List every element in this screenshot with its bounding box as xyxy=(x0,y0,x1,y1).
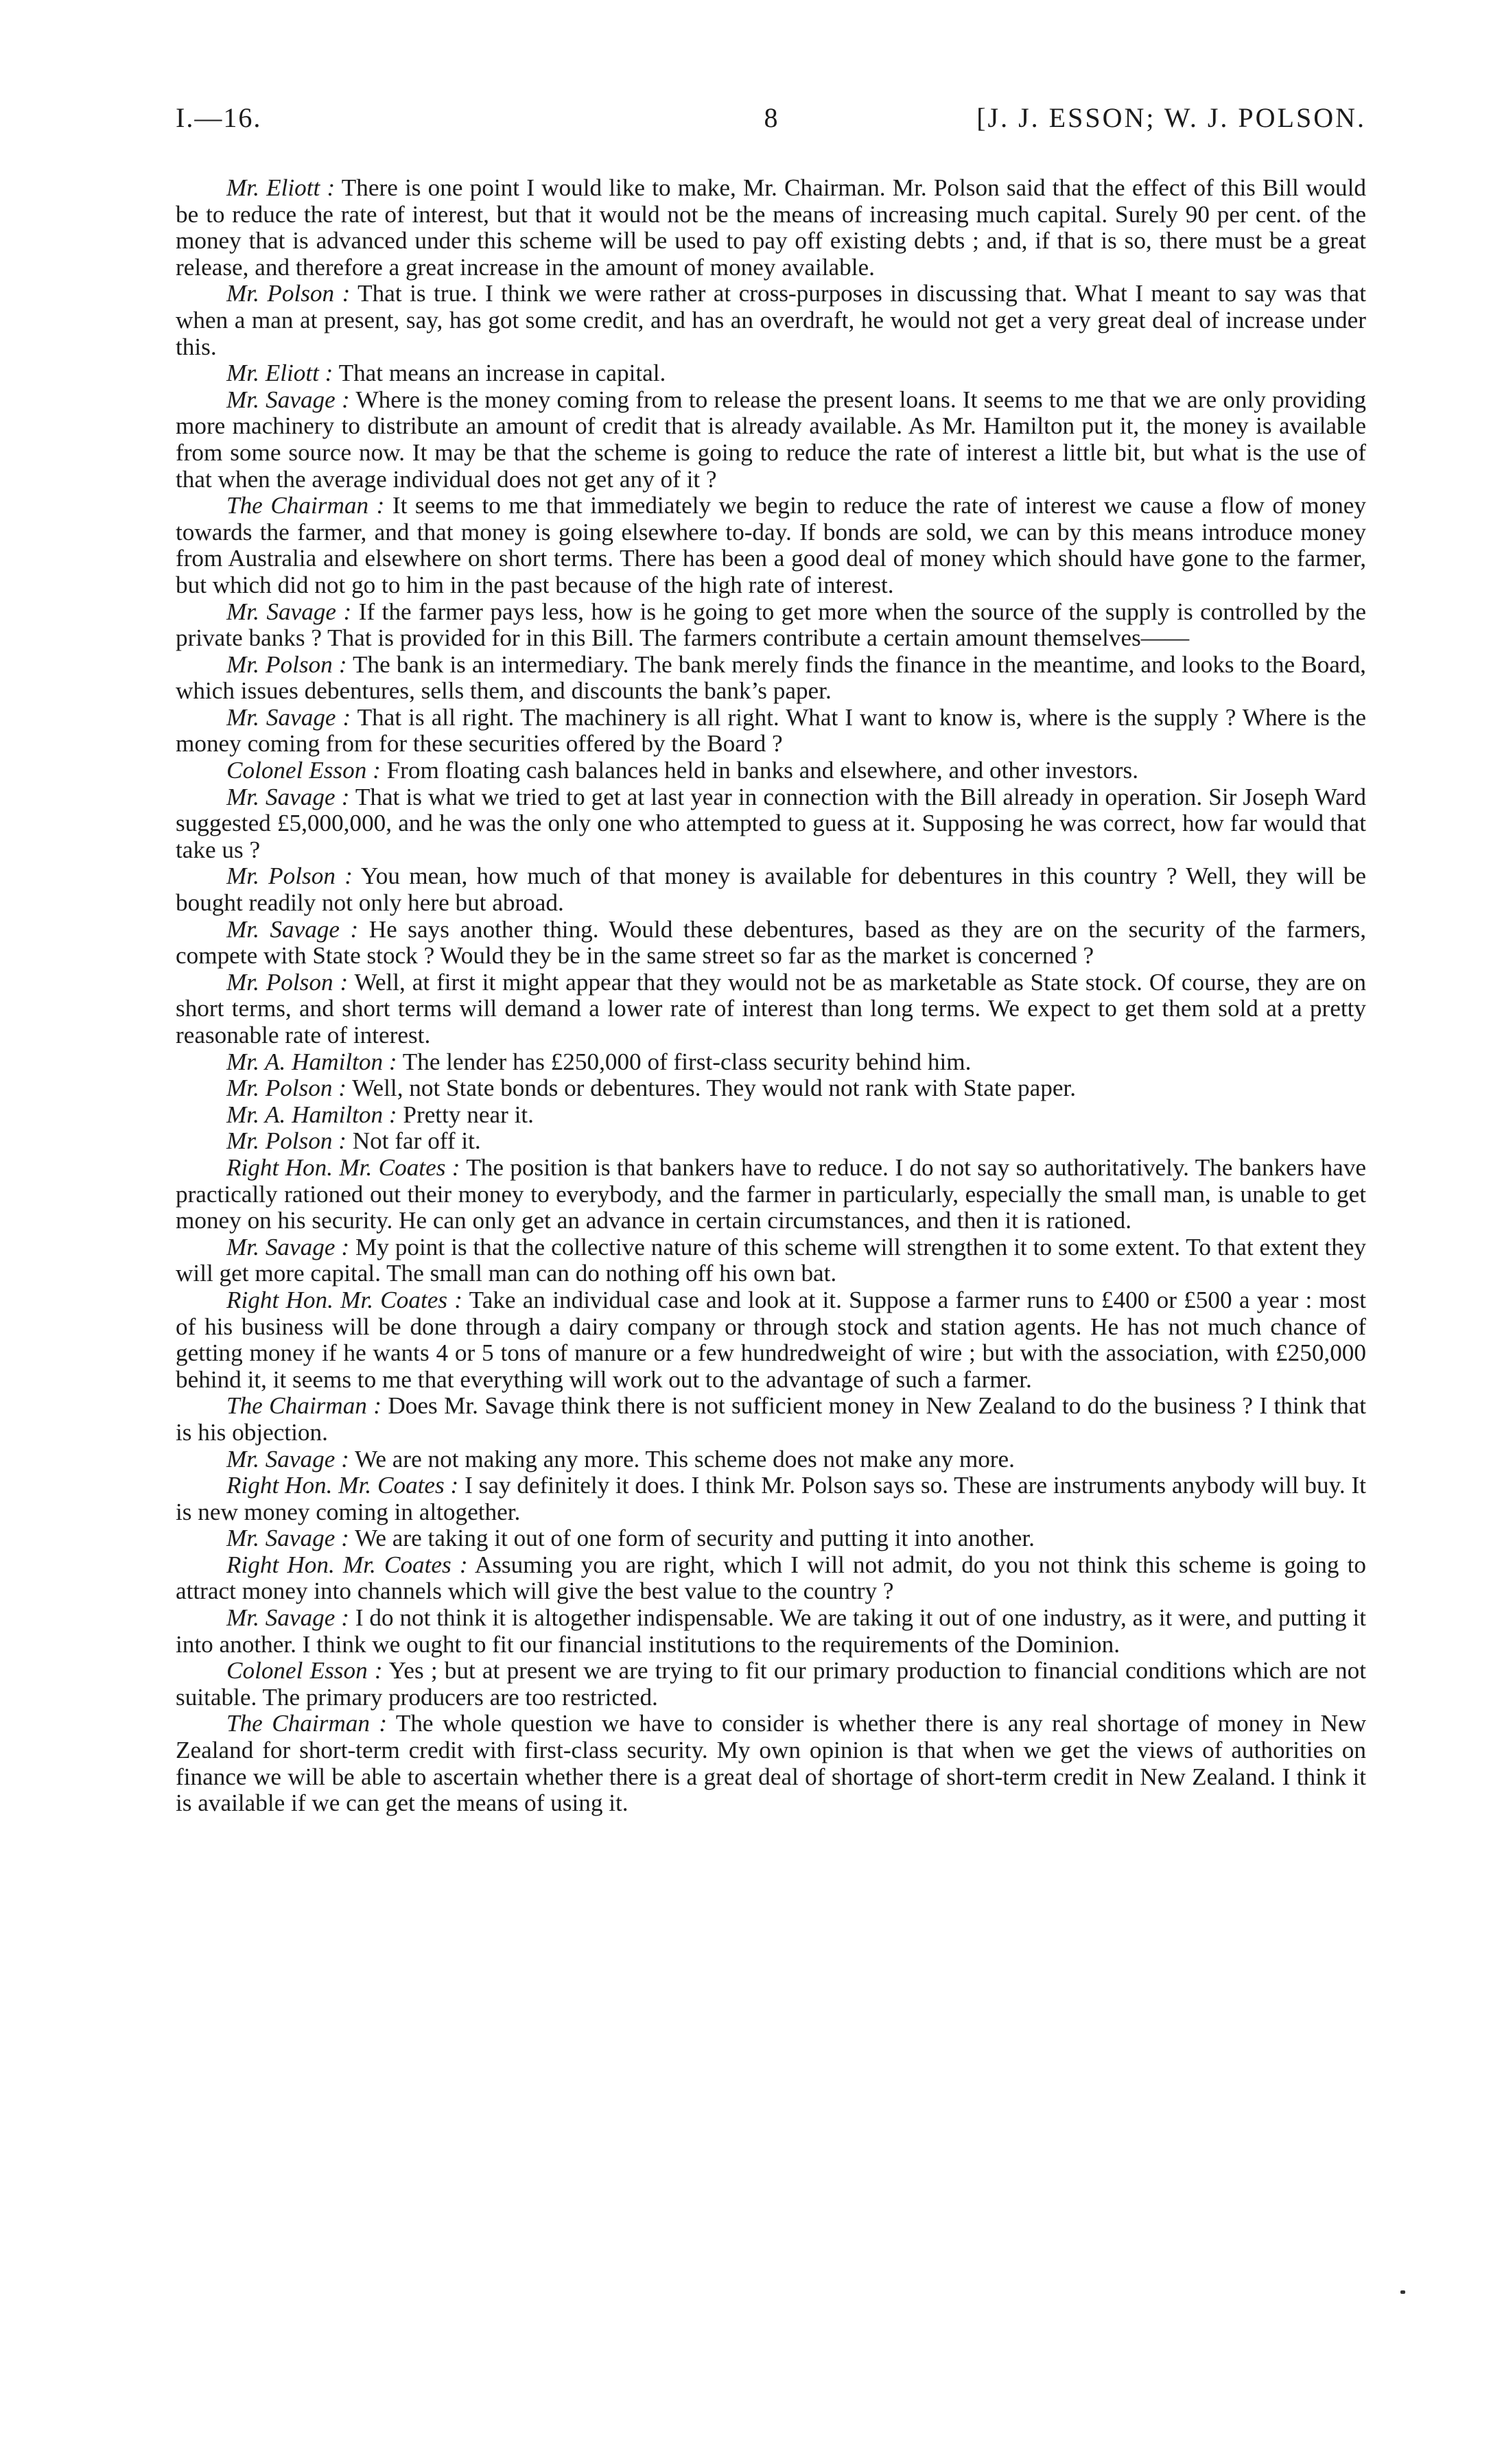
speaker-name: Right Hon. Mr. Coates : xyxy=(226,1551,468,1578)
transcript-paragraph xyxy=(176,1155,1366,1234)
transcript-paragraph xyxy=(176,1049,1366,1076)
transcript-paragraph xyxy=(176,1128,1366,1155)
transcript-paragraph xyxy=(176,360,1366,387)
speaker-name: Mr. Savage : xyxy=(226,783,350,810)
speaker-name: Right Hon. Mr. Coates : xyxy=(226,1472,459,1499)
speech-text: Not far off it. xyxy=(352,1127,481,1155)
transcript-paragraph xyxy=(176,1711,1366,1816)
speech-text: That is all right. The machinery is all right. What I want to know is, where is the supply ? Where is the money coming from for these securities offered by the Board ? xyxy=(176,703,1366,758)
transcript-paragraph xyxy=(176,175,1366,281)
speech-text: Well, not State bonds or debentures. They would not rank with State paper. xyxy=(352,1075,1077,1102)
speaker-name: Colonel Esson : xyxy=(226,1657,383,1685)
witness-names: [J. J. ESSON; W. J. POLSON. xyxy=(976,102,1366,133)
page-header xyxy=(176,102,1366,143)
speaker-name: The Chairman : xyxy=(226,492,385,519)
speaker-name: Mr. Savage : xyxy=(226,1233,350,1260)
speaker-name: Right Hon. Mr. Coates : xyxy=(226,1153,460,1181)
transcript-body xyxy=(176,175,1366,1817)
speech-text: The position is that bankers have to reduce. I do not say so authoritatively. The bankers have practically rationed out their money to everybody, and the farmer in particularly, especially the small man, is unable to get money on his security. He can only get an advance in certain circumstances, and then it is rationed. xyxy=(176,1153,1366,1234)
speech-text: The whole question we have to consider is whether there is any real shortage of money in New Zealand for short-term credit with first-class security. My own opinion is that when we get the views of authorities on finance we will be able to ascertain whether there is a great deal of shortage of short-term credit in New Zealand. I think it is available if we can get the means of using it. xyxy=(176,1710,1366,1817)
speech-text: If the farmer pays less, how is he going to get more when the source of the supply is controlled by the private banks ? That is provided for in this Bill. The farmers contribute a certain amount themselves—— xyxy=(176,598,1366,652)
speech-text: Where is the money coming from to release the present loans. It seems to me that we are only providing more machinery to distribute an amount of credit that is already available. As Mr. Hamilton put it, the money is available from some source now. It may be that the scheme is going to reduce the rate of interest a little bit, but what is the use of that when the average individual does not get any of it ? xyxy=(176,386,1366,493)
speech-text: Pretty near it. xyxy=(403,1101,534,1128)
ink-mark xyxy=(1400,2290,1405,2294)
transcript-paragraph xyxy=(176,281,1366,360)
speech-text: Does Mr. Savage think there is not sufficient money in New Zealand to do the business ? I think that is his objection. xyxy=(176,1392,1366,1446)
transcript-paragraph xyxy=(176,1446,1366,1473)
report-code: I.—16. xyxy=(176,102,262,133)
transcript-paragraph xyxy=(176,1102,1366,1129)
transcript-paragraph xyxy=(176,1075,1366,1102)
speech-text: The lender has £250,000 of first-class security behind him. xyxy=(402,1048,972,1075)
speaker-name: The Chairman : xyxy=(226,1392,381,1420)
speaker-name: Mr. A. Hamilton : xyxy=(226,1048,397,1075)
speaker-name: Mr. Polson : xyxy=(226,650,347,678)
transcript-paragraph xyxy=(176,705,1366,758)
speaker-name: Mr. A. Hamilton : xyxy=(226,1101,397,1128)
transcript-paragraph xyxy=(176,1525,1366,1552)
speaker-name: Mr. Polson : xyxy=(226,1075,347,1102)
speech-text: It seems to me that immediately we begin to reduce the rate of interest we cause a flow of money towards the farmer, and that money is going elsewhere to-day. If bonds are sold, we can by this means introduce money from Australia and elsewhere on short terms. There has been a good deal of money which should have gone to the farmer, but which did not go to him in the past because of the high rate of interest. xyxy=(176,492,1367,598)
speaker-name: Mr. Savage : xyxy=(226,703,351,731)
speaker-name: Mr. Savage : xyxy=(226,598,352,625)
transcript-paragraph xyxy=(176,1658,1366,1711)
speaker-name: Mr. Eliott : xyxy=(226,174,336,201)
transcript-paragraph xyxy=(176,1393,1366,1446)
transcript-paragraph xyxy=(176,1234,1366,1287)
speaker-name: Mr. Polson : xyxy=(226,863,353,890)
speech-text: Take an individual case and look at it. Suppose a farmer runs to £400 or £500 a year : most of his business will be done through a dairy company or through stock and station agents. He has not much chance of getting money if he wants 4 or 5 tons of manure or a few hundredweight of wire ; but with the association, with £250,000 behind it, it seems to me that everything will work out to the advantage of such a farmer. xyxy=(176,1286,1366,1393)
transcript-paragraph xyxy=(176,1552,1366,1605)
speech-text: There is one point I would like to make, Mr. Chairman. Mr. Polson said that the effect of this Bill would be to reduce the rate of interest, but that it would not be the means of increasing much capital. Surely 90 per cent. of the money that is advanced under this scheme will be used to pay off existing debts ; and, if that is so, there must be a great release, and therefore a great increase in the amount of money available. xyxy=(176,174,1366,281)
speech-text: I say definitely it does. I think Mr. Polson says so. These are instruments anybody will buy. It is new money coming in altogether. xyxy=(176,1472,1366,1525)
speaker-name: Mr. Savage : xyxy=(226,1604,349,1632)
transcript-paragraph xyxy=(176,599,1366,652)
transcript-paragraph xyxy=(176,758,1366,784)
transcript-paragraph xyxy=(176,1605,1366,1658)
speech-text: He says another thing. Would these debentures, based as they are on the security of the farmers, compete with State stock ? Would they be in the same street so far as the market is concerned ? xyxy=(176,915,1367,970)
speech-text: That is what we tried to get at last year in connection with the Bill already in operation. Sir Joseph Ward suggested £5,000,000, and he was the only one who attempted to guess at it. Supposing he was correct, how far would that take us ? xyxy=(176,783,1366,863)
speaker-name: Right Hon. Mr. Coates : xyxy=(226,1286,463,1313)
transcript-paragraph xyxy=(176,387,1366,493)
speech-text: We are taking it out of one form of security and putting it into another. xyxy=(355,1525,1035,1552)
transcript-paragraph xyxy=(176,1472,1366,1525)
speech-text: That is true. I think we were rather at cross-purposes in discussing that. What I meant to say was that when a man at present, say, has got some credit, and has an overdraft, he would not get a very great deal of increase under this. xyxy=(176,280,1366,360)
speech-text: Assuming you are right, which I will not admit, do you not think this scheme is going to attract money into channels which will give the best value to the country ? xyxy=(176,1551,1367,1605)
speech-text: From floating cash balances held in banks and elsewhere, and other investors. xyxy=(386,757,1138,784)
speaker-name: Mr. Savage : xyxy=(226,386,350,413)
speaker-name: Mr. Savage : xyxy=(226,915,359,943)
speaker-name: Mr. Polson : xyxy=(226,968,349,996)
speaker-name: Mr. Polson : xyxy=(226,280,351,307)
speaker-name: Mr. Polson : xyxy=(226,1127,347,1155)
speech-text: Yes ; but at present we are trying to fit our primary production to financial conditions which are not suitable. The primary producers are too restricted. xyxy=(176,1657,1366,1711)
transcript-paragraph xyxy=(176,1287,1366,1393)
speech-text: You mean, how much of that money is available for debentures in this country ? Well, they will be bought readily not only here but abroad. xyxy=(176,863,1366,917)
speech-text: The bank is an intermediary. The bank merely finds the finance in the meantime, and looks to the Board, which issues debentures, sells them, and discounts the bank’s paper. xyxy=(176,650,1366,705)
speaker-name: Mr. Eliott : xyxy=(226,360,333,387)
speaker-name: Mr. Savage : xyxy=(226,1525,349,1552)
speaker-name: The Chairman : xyxy=(226,1710,388,1737)
transcript-paragraph xyxy=(176,917,1366,970)
transcript-paragraph xyxy=(176,493,1366,598)
speaker-name: Mr. Savage : xyxy=(226,1445,349,1472)
transcript-paragraph xyxy=(176,652,1366,705)
speaker-name: Colonel Esson : xyxy=(226,757,381,784)
speech-text: I do not think it is altogether indispensable. We are taking it out of one industry, as it were, and putting it into another. I think we ought to fit our financial institutions to the requirements of the Dominion. xyxy=(176,1604,1367,1658)
page-number: 8 xyxy=(764,102,778,133)
speech-text: My point is that the collective nature of this scheme will strengthen it to some extent. To that extent they will get more capital. The small man can do nothing off his own bat. xyxy=(176,1233,1367,1287)
speech-text: Well, at first it might appear that they would not be as marketable as State stock. Of course, they are on short terms, and short terms will demand a lower rate of interest than long terms. We expect to get them sold at a pretty reasonable rate of interest. xyxy=(176,968,1366,1048)
transcript-paragraph xyxy=(176,784,1366,864)
transcript-paragraph xyxy=(176,863,1366,916)
transcript-paragraph xyxy=(176,970,1366,1049)
speech-text: We are not making any more. This scheme does not make any more. xyxy=(355,1445,1015,1472)
speech-text: That means an increase in capital. xyxy=(338,360,666,387)
